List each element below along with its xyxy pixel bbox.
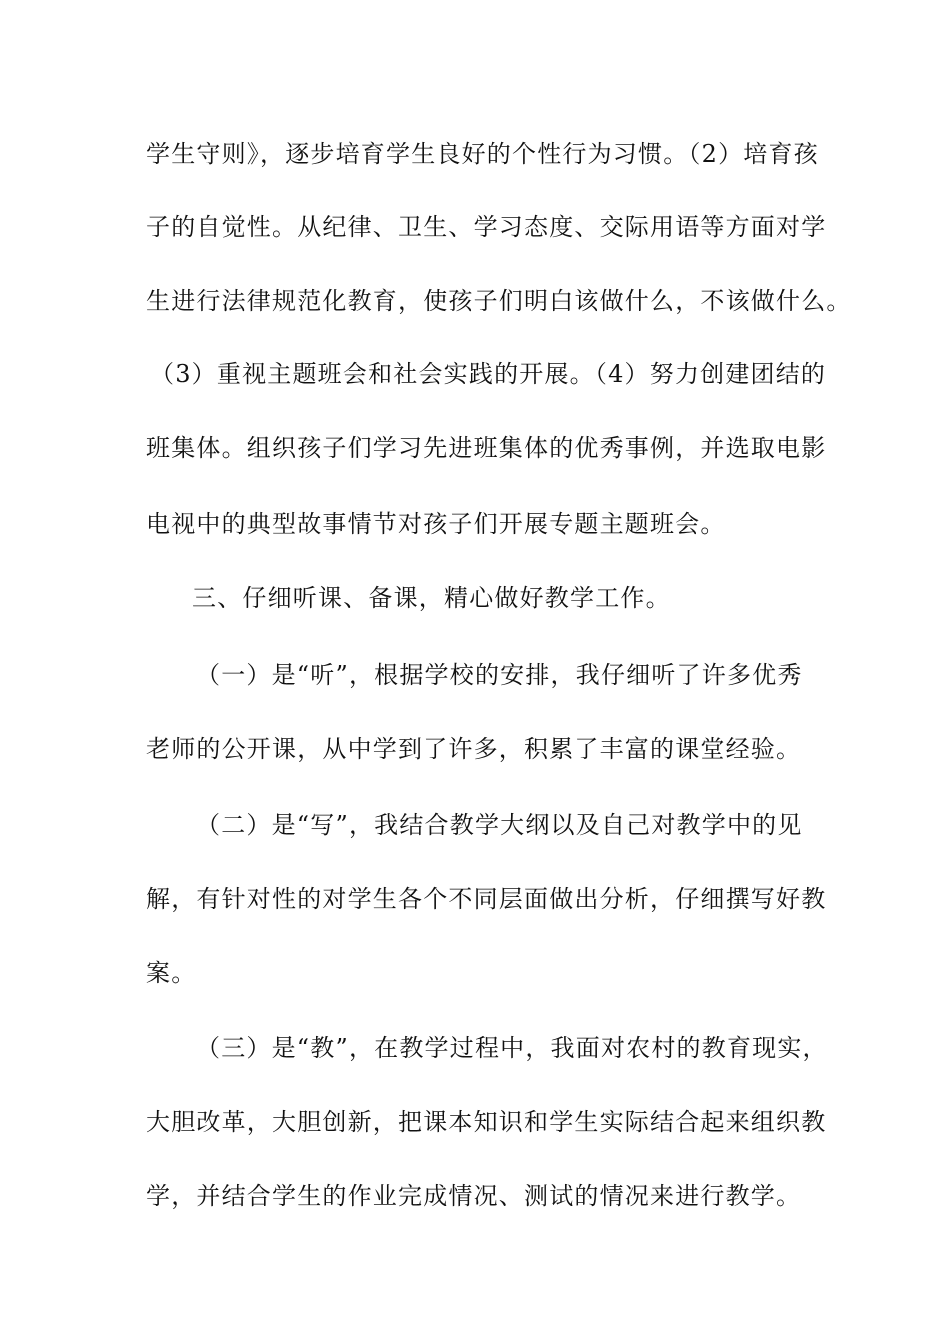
text-line: 学，并结合学生的作业完成情况、测试的情况来进行教学。 (146, 1182, 802, 1210)
text-line: 电视中的典型故事情节对孩子们开展专题主题班会。 (146, 510, 726, 538)
text-line: 大胆改革，大胆创新，把课本知识和学生实际结合起来组织教 (146, 1108, 827, 1136)
text-line: 子的自觉性。从纪律、卫生、学习态度、交际用语等方面对学 (146, 213, 827, 241)
text-line: 班集体。组织孩子们学习先进班集体的优秀事例，并选取电影 (146, 434, 827, 462)
paragraph-first-line: （一）是“听”，根据学校的安排，我仔细听了许多优秀 (196, 661, 803, 689)
section-heading: 三、仔细听课、备课，精心做好教学工作。 (192, 584, 671, 612)
text-line: （3）重视主题班会和社会实践的开展。（4）努力创建团结的 (150, 360, 827, 388)
text-line: 老师的公开课，从中学到了许多，积累了丰富的课堂经验。 (146, 735, 802, 763)
paragraph-first-line: （三）是“教”，在教学过程中，我面对农村的教育现实， (196, 1034, 828, 1062)
text-line: 学生守则》，逐步培育学生良好的个性行为习惯。（2）培育孩 (146, 140, 819, 168)
text-line: 解，有针对性的对学生各个不同层面做出分析，仔细撰写好教 (146, 885, 827, 913)
text-line: 生进行法律规范化教育，使孩子们明白该做什么，不该做什么。 (146, 287, 852, 315)
text-line: 案。 (146, 959, 197, 987)
paragraph-first-line: （二）是“写”，我结合教学大纲以及自己对教学中的见 (196, 811, 803, 839)
